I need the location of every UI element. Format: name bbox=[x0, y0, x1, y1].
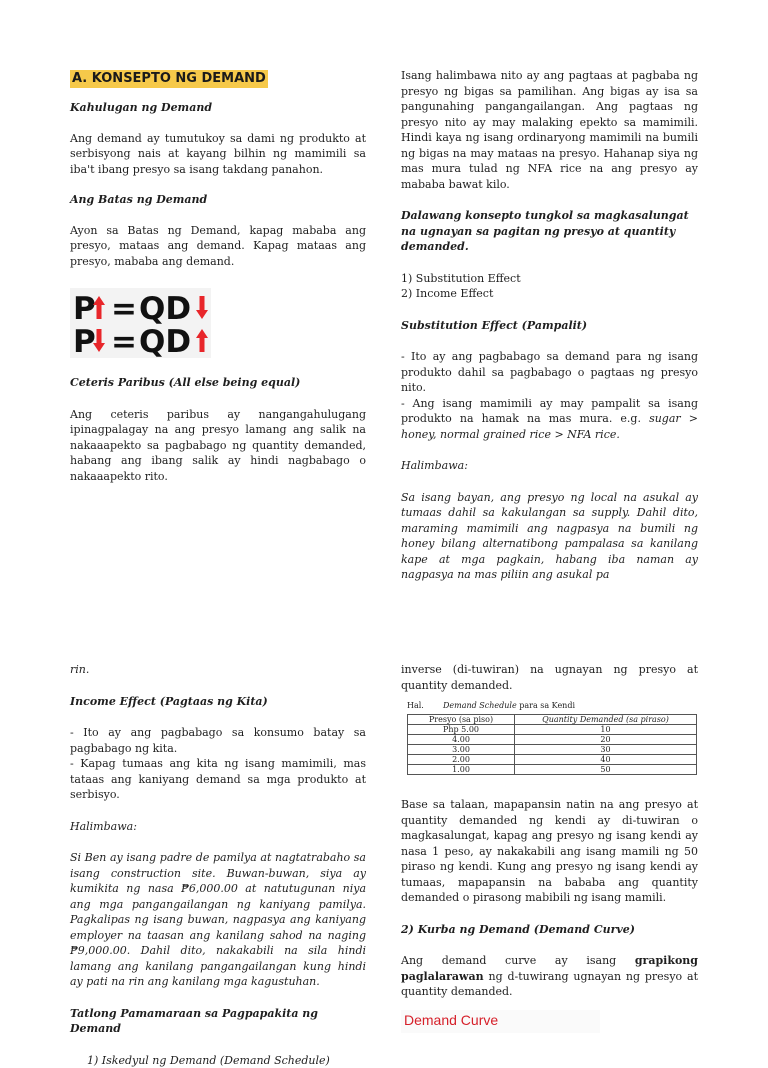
curve-text-a: Ang demand curve ay isang bbox=[401, 954, 635, 967]
paragraph-inverse: inverse (di-tuwiran) na ugnayan ng presyo at quantity demanded. bbox=[401, 662, 698, 693]
caption-subtitle: para sa Kendi bbox=[517, 701, 575, 710]
paragraph-ceteris: Ang ceteris paribus ay nangangahulugang ipinagpalagay na ang presyo lamang ang salik na nakaaapekto sa pagbabago ng quantity demanded, habang ang ibang salik ay hindi nagbabago o nakaaapekto rito. bbox=[70, 407, 366, 485]
heading-batas: Ang Batas ng Demand bbox=[70, 192, 366, 208]
table-cell: 10 bbox=[515, 725, 697, 735]
halimbawa-label: Halimbawa: bbox=[401, 458, 698, 474]
table-caption bbox=[407, 701, 698, 711]
caption-title: Demand Schedule bbox=[443, 701, 517, 710]
paragraph-ben: Si Ben ay isang padre de pamilya at nagtatrabaho sa isang construction site. Buwan-buwan, siya ay kumikita ng nasa ₱6,000.00 at natutugunan niya ang mga pangangailangan ng kaniyang pamilya. Pagkalipas ng isang buwan, nagpasya ang kaniyang employer na taasan ang kanilang sahod na naging ₱9,000.00. Dahil dito, nakakabili na sila hindi lamang ang kanilang pangangailangan kung hindi ay pati na rin ang kanilang mga kagustuhan. bbox=[70, 850, 366, 990]
paragraph-demand-curve bbox=[401, 953, 698, 1000]
bullet-income-2: - Kapag tumaas ang kita ng isang mamimili, mas tataas ang kaniyang demand sa mga produkto at serbisyo. bbox=[70, 756, 366, 803]
table-row bbox=[408, 745, 697, 755]
bullet-income-1: - Ito ay ang pagbabago sa konsumo batay sa pagbabago ng kita. bbox=[70, 725, 366, 756]
continuation-rin: rin. bbox=[70, 662, 366, 678]
halimbawa-label-income: Halimbawa: bbox=[70, 819, 366, 835]
formula-eq-row2: = bbox=[111, 324, 137, 358]
table-cell: 20 bbox=[515, 735, 697, 745]
bullet-substitution-2-text: - Ang isang mamimili ay may pampalit sa isang produkto na hamak na mas mura. e.g. bbox=[401, 397, 698, 426]
section-title: A. KONSEPTO NG DEMAND bbox=[70, 70, 366, 88]
heading-substitution: Substitution Effect (Pampalit) bbox=[401, 318, 698, 334]
right-column-bottom bbox=[401, 662, 698, 1033]
table-cell: 1.00 bbox=[408, 765, 515, 775]
right-column-top bbox=[401, 68, 698, 583]
paragraph-halimbawa-bigas: Isang halimbawa nito ay ang pagtaas at pagbaba ng presyo ng bigas sa pamilihan. Ang bigas ay isa sa pangunahing pangangailangan. Ang pagtaas ng presyo nito ay may malaking epekto sa mamimili. Hindi kaya ng isang ordinaryong mamimili na bumili ng bigas na may mataas na presyo. Hahanap siya ng mas mura tulad ng NFA rice na ang presyo ay mababa bawat kilo. bbox=[401, 68, 698, 192]
formula-graphic bbox=[70, 288, 211, 358]
heading-income: Income Effect (Pagtaas ng Kita) bbox=[70, 694, 366, 710]
formula-qd-row2: QD bbox=[139, 324, 191, 358]
table-cell: Php 5.00 bbox=[408, 725, 515, 735]
heading-ceteris: Ceteris Paribus (All else being equal) bbox=[70, 375, 366, 391]
bullet-substitution-2 bbox=[401, 396, 698, 443]
table-cell: 2.00 bbox=[408, 755, 515, 765]
table-cell: 4.00 bbox=[408, 735, 515, 745]
bullet-substitution-2-example: sugar > honey, normal grained rice > NFA rice. bbox=[401, 412, 698, 441]
paragraph-kahulugan: Ang demand ay tumutukoy sa dami ng produkto at serbisyong nais at kayang bilhin ng mamimili sa iba't ibang presyo sa isang takdang panahon. bbox=[70, 131, 366, 178]
list-item-income: 2) Income Effect bbox=[401, 286, 698, 302]
caption-hal: Hal. bbox=[407, 701, 424, 710]
demand-schedule-figure bbox=[407, 701, 698, 775]
table-row bbox=[408, 765, 697, 775]
paragraph-asukal: Sa isang bayan, ang presyo ng local na asukal ay tumaas dahil sa kakulangan sa supply. Dahil dito, maraming mamimili ang nagpasya na bumili ng honey bilang alternatibong pampalasa sa kanilang kape at mga pagkain, habang iba naman ay nagpasya na mas piliin ang asukal pa bbox=[401, 490, 698, 583]
arrow-qd-row1-icon bbox=[196, 296, 208, 319]
table-header-presyo: Presyo (sa piso) bbox=[408, 715, 515, 725]
demand-curve-figure-title: Demand Curve bbox=[401, 1010, 600, 1033]
law-of-demand-formula bbox=[70, 288, 211, 358]
formula-p-row1: P bbox=[73, 291, 96, 327]
arrow-qd-row2-icon bbox=[196, 329, 208, 352]
formula-qd-row1: QD bbox=[139, 291, 191, 327]
heading-kahulugan: Kahulugan ng Demand bbox=[70, 100, 366, 116]
table-cell: 30 bbox=[515, 745, 697, 755]
heading-kurba: 2) Kurba ng Demand (Demand Curve) bbox=[401, 922, 698, 938]
table-header-quantity: Quantity Demanded (sa piraso) bbox=[515, 715, 697, 725]
table-cell: 40 bbox=[515, 755, 697, 765]
table-cell: 3.00 bbox=[408, 745, 515, 755]
table-header-row bbox=[408, 715, 697, 725]
table-row bbox=[408, 735, 697, 745]
heading-tatlong-pamamaraan: Tatlong Pamamaraan sa Pagpapakita ng Demand bbox=[70, 1006, 366, 1037]
curve-text-bold: grapikong paglalarawan bbox=[401, 954, 698, 983]
table-cell: 50 bbox=[515, 765, 697, 775]
table-row bbox=[408, 725, 697, 735]
heading-dalawang-konsepto: Dalawang konsepto tungkol sa magkasalungat na ugnayan sa pagitan ng presyo at quantity demanded. bbox=[401, 208, 698, 255]
paragraph-batas: Ayon sa Batas ng Demand, kapag mababa ang presyo, mataas ang demand. Kapag mataas ang presyo, mababa ang demand. bbox=[70, 223, 366, 270]
list-item-iskedyul: 1) Iskedyul ng Demand (Demand Schedule) bbox=[70, 1053, 366, 1068]
table-row bbox=[408, 755, 697, 765]
bullet-substitution-1: - Ito ay ang pagbabago sa demand para ng isang produkto dahil sa pagbabago o pagtaas ng presyo nito. bbox=[401, 349, 698, 396]
left-column-bottom bbox=[70, 662, 366, 1068]
list-item-substitution: 1) Substitution Effect bbox=[401, 271, 698, 287]
demand-schedule-table bbox=[407, 714, 697, 775]
left-column-top bbox=[70, 68, 366, 484]
paragraph-base-sa-talaan: Base sa talaan, mapapansin natin na ang presyo at quantity demanded ng kendi ay di-tuwiran o magkasalungat, kapag ang presyo ng isang kendi ay nasa 1 peso, ay nakakabili ang isang mamili ng 50 piraso ng kendi. Kung ang presyo ng isang kendi ay tumaas, mapapansin na bababa ang quantity demanded o pirasong mabibili ng isang mamili. bbox=[401, 797, 698, 906]
formula-p-row2: P bbox=[73, 324, 96, 358]
curve-text-b: ng d-tuwirang ugnayan ng presyo at quantity demanded. bbox=[401, 970, 698, 999]
formula-eq-row1: = bbox=[111, 291, 137, 327]
